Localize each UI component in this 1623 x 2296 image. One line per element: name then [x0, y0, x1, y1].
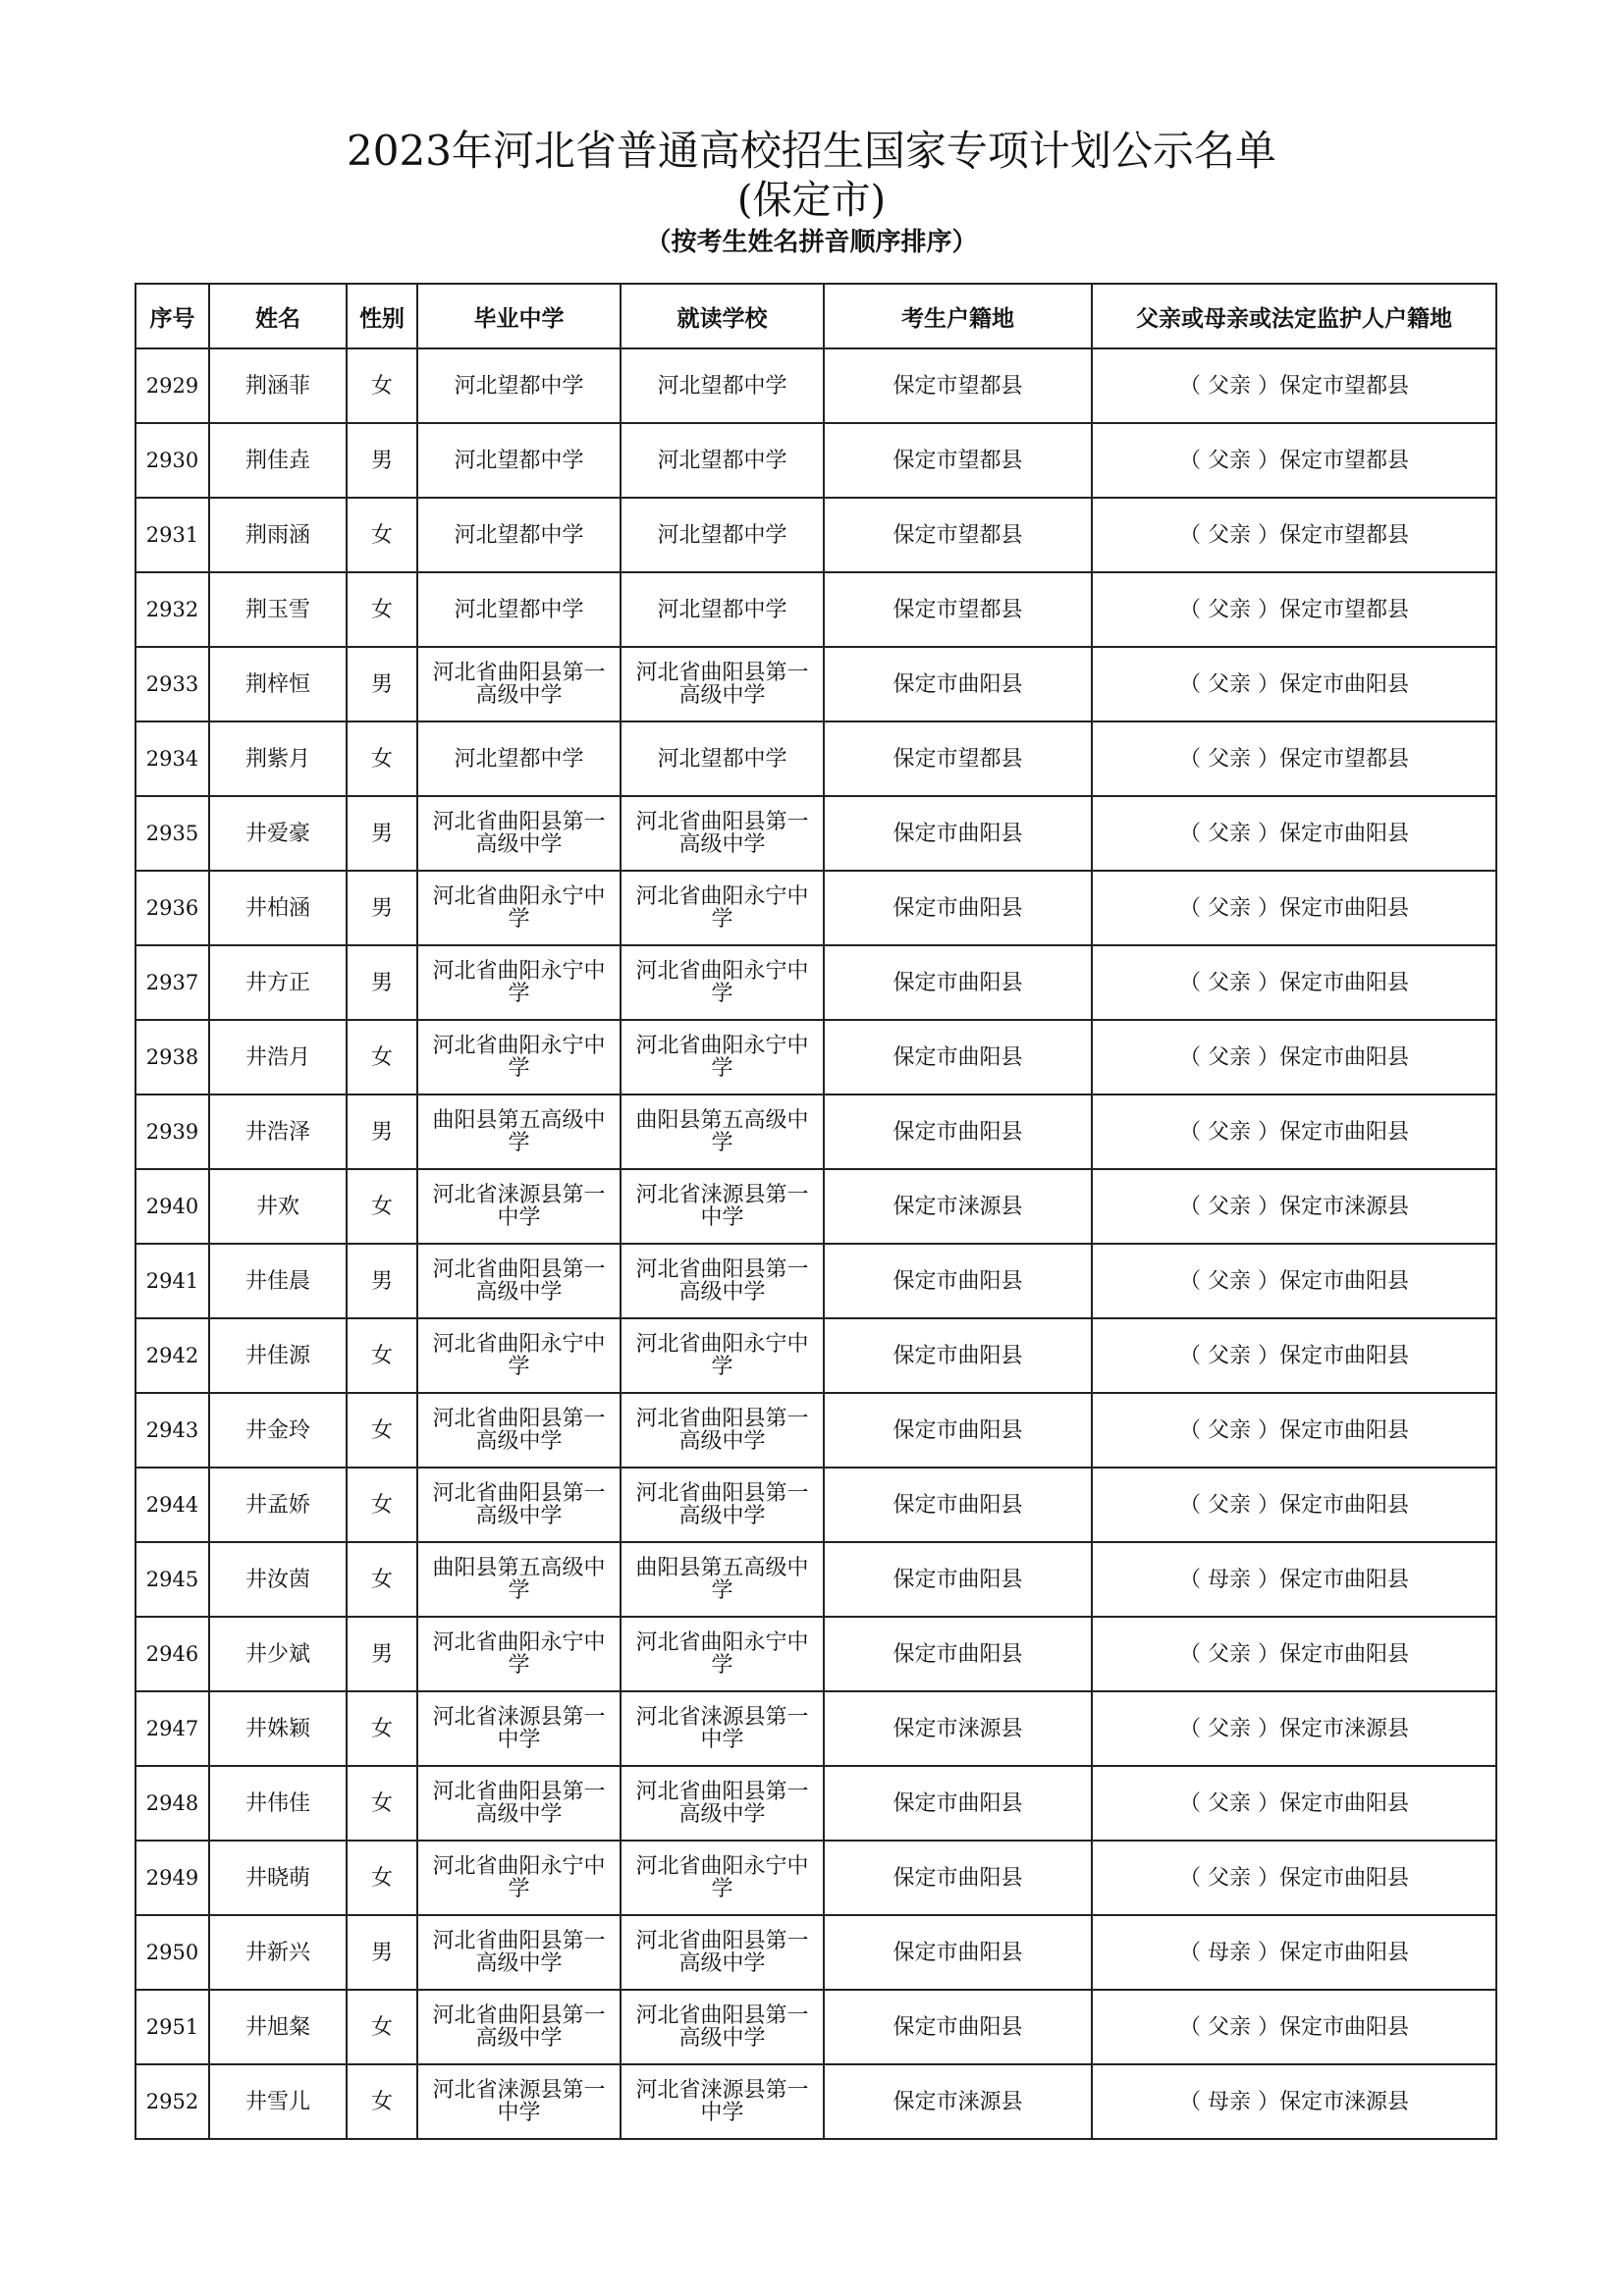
cell-graduated-school: 河北省曲阳永宁中学 — [417, 945, 621, 1020]
cell-graduated-school: 河北省曲阳县第一高级中学 — [417, 1766, 621, 1841]
cell-gender: 女 — [347, 1318, 417, 1393]
cell-current-school: 河北省曲阳永宁中学 — [621, 1617, 824, 1691]
cell-current-school: 河北省曲阳永宁中学 — [621, 945, 824, 1020]
cell-gender: 女 — [347, 1468, 417, 1542]
cell-name: 井方正 — [209, 945, 347, 1020]
cell-gender: 男 — [347, 945, 417, 1020]
cell-guardian-registration: （ 父亲 ）保定市望都县 — [1092, 423, 1496, 498]
cell-gender: 男 — [347, 1617, 417, 1691]
cell-guardian-registration: （ 父亲 ）保定市曲阳县 — [1092, 1990, 1496, 2064]
cell-guardian-registration: （ 母亲 ）保定市涞源县 — [1092, 2064, 1496, 2139]
cell-seq: 2929 — [135, 348, 209, 423]
cell-current-school: 曲阳县第五高级中学 — [621, 1095, 824, 1169]
cell-household-registration: 保定市曲阳县 — [824, 1542, 1092, 1617]
table-row — [135, 1020, 1496, 1095]
cell-current-school: 河北望都中学 — [621, 721, 824, 796]
table-row — [135, 721, 1496, 796]
cell-gender: 男 — [347, 1095, 417, 1169]
cell-seq: 2952 — [135, 2064, 209, 2139]
table-row — [135, 423, 1496, 498]
header-guardian-registration: 父亲或母亲或法定监护人户籍地 — [1092, 284, 1496, 348]
cell-name: 井佳源 — [209, 1318, 347, 1393]
cell-guardian-registration: （ 母亲 ）保定市曲阳县 — [1092, 1542, 1496, 1617]
cell-graduated-school: 河北省曲阳县第一高级中学 — [417, 1393, 621, 1468]
table-row — [135, 572, 1496, 647]
table-row — [135, 1617, 1496, 1691]
cell-household-registration: 保定市曲阳县 — [824, 647, 1092, 721]
cell-seq: 2935 — [135, 796, 209, 871]
cell-graduated-school: 河北省涞源县第一中学 — [417, 2064, 621, 2139]
table-row — [135, 796, 1496, 871]
cell-name: 荆玉雪 — [209, 572, 347, 647]
cell-current-school: 河北望都中学 — [621, 423, 824, 498]
cell-guardian-registration: （ 父亲 ）保定市曲阳县 — [1092, 1766, 1496, 1841]
table-row — [135, 1393, 1496, 1468]
table-row — [135, 1169, 1496, 1244]
table-row — [135, 1841, 1496, 1915]
cell-current-school: 河北省曲阳县第一高级中学 — [621, 796, 824, 871]
cell-name: 荆佳垚 — [209, 423, 347, 498]
cell-gender: 女 — [347, 348, 417, 423]
header-gender: 性别 — [347, 284, 417, 348]
cell-graduated-school: 河北省曲阳永宁中学 — [417, 1617, 621, 1691]
cell-household-registration: 保定市曲阳县 — [824, 1841, 1092, 1915]
cell-graduated-school: 河北省涞源县第一中学 — [417, 1169, 621, 1244]
table-row — [135, 498, 1496, 572]
cell-household-registration: 保定市曲阳县 — [824, 1915, 1092, 1990]
cell-gender: 男 — [347, 796, 417, 871]
cell-current-school: 河北省曲阳永宁中学 — [621, 1841, 824, 1915]
cell-household-registration: 保定市涞源县 — [824, 1169, 1092, 1244]
cell-graduated-school: 曲阳县第五高级中学 — [417, 1095, 621, 1169]
cell-household-registration: 保定市望都县 — [824, 423, 1092, 498]
document-title: 2023年河北省普通高校招生国家专项计划公示名单 — [347, 127, 1276, 175]
cell-gender: 女 — [347, 572, 417, 647]
cell-current-school: 河北省曲阳县第一高级中学 — [621, 1990, 824, 2064]
cell-graduated-school: 河北望都中学 — [417, 498, 621, 572]
cell-seq: 2940 — [135, 1169, 209, 1244]
cell-current-school: 河北省涞源县第一中学 — [621, 1169, 824, 1244]
cell-name: 井欢 — [209, 1169, 347, 1244]
table-row — [135, 1095, 1496, 1169]
cell-current-school: 河北望都中学 — [621, 498, 824, 572]
cell-name: 井晓萌 — [209, 1841, 347, 1915]
cell-household-registration: 保定市望都县 — [824, 721, 1092, 796]
header-seq: 序号 — [135, 284, 209, 348]
cell-name: 井浩泽 — [209, 1095, 347, 1169]
cell-seq: 2936 — [135, 871, 209, 945]
cell-guardian-registration: （ 父亲 ）保定市曲阳县 — [1092, 1318, 1496, 1393]
cell-gender: 女 — [347, 1990, 417, 2064]
header-household-registration: 考生户籍地 — [824, 284, 1092, 348]
cell-seq: 2945 — [135, 1542, 209, 1617]
cell-current-school: 河北望都中学 — [621, 348, 824, 423]
cell-seq: 2930 — [135, 423, 209, 498]
cell-guardian-registration: （ 父亲 ）保定市曲阳县 — [1092, 1244, 1496, 1318]
cell-seq: 2933 — [135, 647, 209, 721]
cell-household-registration: 保定市曲阳县 — [824, 1990, 1092, 2064]
table-row — [135, 348, 1496, 423]
cell-seq: 2934 — [135, 721, 209, 796]
cell-household-registration: 保定市曲阳县 — [824, 945, 1092, 1020]
cell-household-registration: 保定市曲阳县 — [824, 1095, 1092, 1169]
cell-name: 井金玲 — [209, 1393, 347, 1468]
cell-household-registration: 保定市曲阳县 — [824, 1766, 1092, 1841]
header-current-school: 就读学校 — [621, 284, 824, 348]
cell-graduated-school: 河北望都中学 — [417, 721, 621, 796]
cell-gender: 女 — [347, 498, 417, 572]
header-name: 姓名 — [209, 284, 347, 348]
cell-seq: 2946 — [135, 1617, 209, 1691]
cell-gender: 男 — [347, 423, 417, 498]
cell-graduated-school: 河北省曲阳县第一高级中学 — [417, 647, 621, 721]
header-row — [135, 284, 1496, 348]
cell-seq: 2932 — [135, 572, 209, 647]
cell-gender: 女 — [347, 2064, 417, 2139]
cell-current-school: 河北省涞源县第一中学 — [621, 2064, 824, 2139]
cell-gender: 男 — [347, 1915, 417, 1990]
cell-guardian-registration: （ 父亲 ）保定市曲阳县 — [1092, 945, 1496, 1020]
cell-gender: 女 — [347, 1691, 417, 1766]
table-row — [135, 1468, 1496, 1542]
cell-seq: 2944 — [135, 1468, 209, 1542]
cell-graduated-school: 河北省曲阳县第一高级中学 — [417, 796, 621, 871]
table-row — [135, 871, 1496, 945]
cell-guardian-registration: （ 父亲 ）保定市涞源县 — [1092, 1169, 1496, 1244]
cell-guardian-registration: （ 母亲 ）保定市曲阳县 — [1092, 1915, 1496, 1990]
cell-current-school: 河北省曲阳永宁中学 — [621, 1318, 824, 1393]
cell-seq: 2938 — [135, 1020, 209, 1095]
cell-guardian-registration: （ 父亲 ）保定市曲阳县 — [1092, 871, 1496, 945]
cell-guardian-registration: （ 父亲 ）保定市曲阳县 — [1092, 1617, 1496, 1691]
cell-household-registration: 保定市曲阳县 — [824, 796, 1092, 871]
cell-seq: 2939 — [135, 1095, 209, 1169]
table-row — [135, 1542, 1496, 1617]
cell-graduated-school: 河北望都中学 — [417, 348, 621, 423]
cell-current-school: 河北省涞源县第一中学 — [621, 1691, 824, 1766]
cell-graduated-school: 河北望都中学 — [417, 572, 621, 647]
cell-guardian-registration: （ 父亲 ）保定市涞源县 — [1092, 1691, 1496, 1766]
cell-name: 井孟娇 — [209, 1468, 347, 1542]
cell-graduated-school: 河北省曲阳县第一高级中学 — [417, 1468, 621, 1542]
cell-graduated-school: 河北省涞源县第一中学 — [417, 1691, 621, 1766]
table-row — [135, 2064, 1496, 2139]
cell-current-school: 河北省曲阳永宁中学 — [621, 1020, 824, 1095]
header-graduated-school: 毕业中学 — [417, 284, 621, 348]
cell-name: 井少斌 — [209, 1617, 347, 1691]
cell-guardian-registration: （ 父亲 ）保定市曲阳县 — [1092, 1095, 1496, 1169]
cell-graduated-school: 河北省曲阳永宁中学 — [417, 1841, 621, 1915]
cell-current-school: 河北望都中学 — [621, 572, 824, 647]
cell-graduated-school: 河北望都中学 — [417, 423, 621, 498]
cell-seq: 2943 — [135, 1393, 209, 1468]
cell-current-school: 河北省曲阳县第一高级中学 — [621, 647, 824, 721]
cell-gender: 女 — [347, 1020, 417, 1095]
cell-seq: 2950 — [135, 1915, 209, 1990]
cell-guardian-registration: （ 父亲 ）保定市曲阳县 — [1092, 1020, 1496, 1095]
cell-graduated-school: 河北省曲阳永宁中学 — [417, 1318, 621, 1393]
cell-graduated-school: 河北省曲阳县第一高级中学 — [417, 1244, 621, 1318]
cell-seq: 2937 — [135, 945, 209, 1020]
cell-household-registration: 保定市曲阳县 — [824, 871, 1092, 945]
cell-seq: 2947 — [135, 1691, 209, 1766]
cell-name: 荆涵菲 — [209, 348, 347, 423]
cell-name: 井伟佳 — [209, 1766, 347, 1841]
cell-household-registration: 保定市曲阳县 — [824, 1318, 1092, 1393]
table-row — [135, 1244, 1496, 1318]
cell-guardian-registration: （ 父亲 ）保定市望都县 — [1092, 348, 1496, 423]
cell-seq: 2948 — [135, 1766, 209, 1841]
cell-household-registration: 保定市曲阳县 — [824, 1020, 1092, 1095]
cell-graduated-school: 河北省曲阳永宁中学 — [417, 1020, 621, 1095]
table-row — [135, 1915, 1496, 1990]
cell-name: 井佳晨 — [209, 1244, 347, 1318]
cell-name: 荆梓恒 — [209, 647, 347, 721]
table-row — [135, 1990, 1496, 2064]
cell-gender: 女 — [347, 1841, 417, 1915]
cell-guardian-registration: （ 父亲 ）保定市望都县 — [1092, 721, 1496, 796]
cell-gender: 女 — [347, 1393, 417, 1468]
cell-name: 荆紫月 — [209, 721, 347, 796]
cell-name: 井姝颖 — [209, 1691, 347, 1766]
cell-current-school: 河北省曲阳县第一高级中学 — [621, 1468, 824, 1542]
cell-name: 井柏涵 — [209, 871, 347, 945]
cell-household-registration: 保定市曲阳县 — [824, 1468, 1092, 1542]
cell-gender: 女 — [347, 721, 417, 796]
cell-household-registration: 保定市曲阳县 — [824, 1617, 1092, 1691]
cell-current-school: 河北省曲阳县第一高级中学 — [621, 1244, 824, 1318]
cell-guardian-registration: （ 父亲 ）保定市曲阳县 — [1092, 1841, 1496, 1915]
cell-gender: 女 — [347, 1542, 417, 1617]
cell-name: 井旭粲 — [209, 1990, 347, 2064]
cell-name: 荆雨涵 — [209, 498, 347, 572]
cell-seq: 2951 — [135, 1990, 209, 2064]
cell-gender: 男 — [347, 871, 417, 945]
sort-note: （按考生姓名拼音顺序排序） — [645, 228, 978, 257]
cell-guardian-registration: （ 父亲 ）保定市望都县 — [1092, 572, 1496, 647]
cell-guardian-registration: （ 父亲 ）保定市曲阳县 — [1092, 796, 1496, 871]
cell-guardian-registration: （ 父亲 ）保定市曲阳县 — [1092, 647, 1496, 721]
table-row — [135, 1691, 1496, 1766]
cell-gender: 女 — [347, 1766, 417, 1841]
cell-seq: 2942 — [135, 1318, 209, 1393]
cell-name: 井新兴 — [209, 1915, 347, 1990]
cell-guardian-registration: （ 父亲 ）保定市望都县 — [1092, 498, 1496, 572]
cell-current-school: 河北省曲阳县第一高级中学 — [621, 1915, 824, 1990]
cell-current-school: 河北省曲阳县第一高级中学 — [621, 1766, 824, 1841]
cell-guardian-registration: （ 父亲 ）保定市曲阳县 — [1092, 1468, 1496, 1542]
cell-name: 井汝茵 — [209, 1542, 347, 1617]
roster-table — [135, 283, 1497, 2140]
cell-current-school: 河北省曲阳县第一高级中学 — [621, 1393, 824, 1468]
cell-household-registration: 保定市涞源县 — [824, 1691, 1092, 1766]
cell-guardian-registration: （ 父亲 ）保定市曲阳县 — [1092, 1393, 1496, 1468]
cell-name: 井爱豪 — [209, 796, 347, 871]
table-row — [135, 945, 1496, 1020]
cell-gender: 男 — [347, 1244, 417, 1318]
table-row — [135, 1318, 1496, 1393]
cell-household-registration: 保定市望都县 — [824, 572, 1092, 647]
cell-household-registration: 保定市曲阳县 — [824, 1244, 1092, 1318]
table-row — [135, 1766, 1496, 1841]
cell-graduated-school: 曲阳县第五高级中学 — [417, 1542, 621, 1617]
cell-seq: 2941 — [135, 1244, 209, 1318]
cell-household-registration: 保定市涞源县 — [824, 2064, 1092, 2139]
cell-seq: 2949 — [135, 1841, 209, 1915]
cell-gender: 男 — [347, 647, 417, 721]
cell-seq: 2931 — [135, 498, 209, 572]
cell-household-registration: 保定市望都县 — [824, 498, 1092, 572]
table-row — [135, 647, 1496, 721]
cell-household-registration: 保定市望都县 — [824, 348, 1092, 423]
cell-graduated-school: 河北省曲阳县第一高级中学 — [417, 1990, 621, 2064]
cell-current-school: 曲阳县第五高级中学 — [621, 1542, 824, 1617]
cell-gender: 女 — [347, 1169, 417, 1244]
cell-name: 井浩月 — [209, 1020, 347, 1095]
cell-graduated-school: 河北省曲阳永宁中学 — [417, 871, 621, 945]
cell-household-registration: 保定市曲阳县 — [824, 1393, 1092, 1468]
cell-current-school: 河北省曲阳永宁中学 — [621, 871, 824, 945]
cell-name: 井雪儿 — [209, 2064, 347, 2139]
document-subtitle: (保定市) — [736, 178, 887, 223]
cell-graduated-school: 河北省曲阳县第一高级中学 — [417, 1915, 621, 1990]
